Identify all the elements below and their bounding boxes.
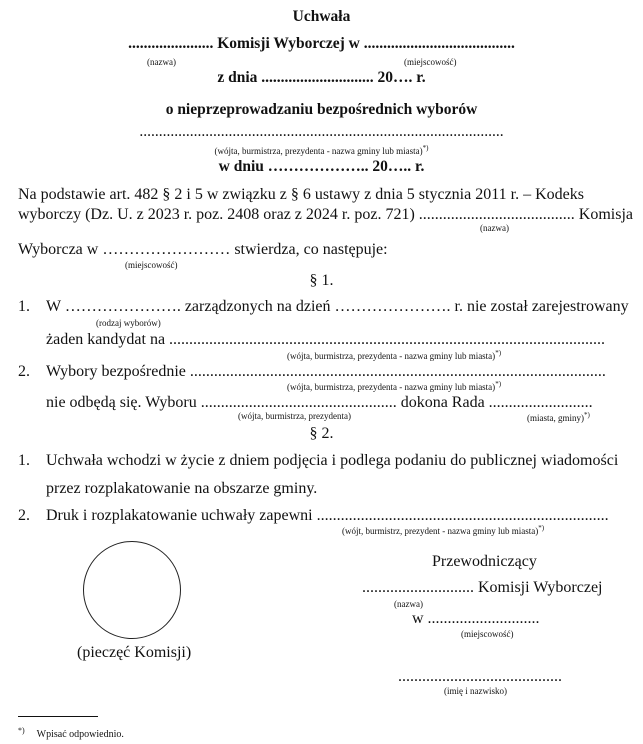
preamble-line-2: wyborczy (Dz. U. z 2023 r. poz. 2408 oraz z 2024 r. poz. 721) ....................................... Komisja: [18, 206, 633, 223]
document-title: Uchwała: [292, 8, 351, 25]
label-candidate-office: (wójta, burmistrza, prezydenta - nazwa gminy lub miasta)*): [287, 349, 502, 361]
label-chair-committee-name: (nazwa): [394, 599, 423, 609]
label-committee-place: (miejscowość): [404, 57, 457, 67]
election-day-line: w dniu ……………….. 20….. r.: [218, 158, 425, 175]
section-1-item-1-number: 1.: [18, 298, 30, 315]
label-poster-official: (wójt, burmistrz, prezydent - nazwa gminy lub miasta)*): [342, 524, 545, 536]
section-2-item-1-line-1: Uchwała wchodzi w życie z dniem podjęcia i podlega podaniu do publicznej wiadomości: [46, 452, 619, 469]
section-2-item-2-line-1: Druk i rozplakatowanie uchwały zapewni .........................................................................: [46, 507, 609, 524]
chair-name-line: .........................................: [398, 668, 562, 685]
section-2-item-1-number: 1.: [18, 452, 30, 469]
chair-committee-line: ............................ Komisji Wyborczej: [362, 579, 603, 596]
preamble-line-1: Na podstawie art. 482 § 2 i 5 w związku z § 6 ustawy z dnia 5 stycznia 2011 r. – Kodeks: [18, 186, 584, 203]
label-elected-office: (wójta, burmistrza, prezydenta): [238, 411, 351, 421]
section-2-item-2-number: 2.: [18, 507, 30, 524]
section-1-item-1-line-2: żaden kandydat na .............................................................................................................: [46, 331, 606, 348]
section-1-item-2-line-2: nie odbędą się. Wyboru ................................................. dokona Rada ..........................: [46, 394, 593, 411]
section-2-item-1-line-2: przez rozplakatowanie na obszarze gminy.: [46, 480, 318, 497]
label-official: (wójta, burmistrza, prezydenta - nazwa gminy lub miasta)*): [214, 144, 429, 156]
section-1-item-2-line-1: Wybory bezpośrednie ........................................................................................................: [46, 363, 606, 380]
label-preamble-place: (miejscowość): [125, 260, 178, 270]
label-chair-place: (miejscowość): [461, 629, 514, 639]
footnote: [18, 726, 124, 740]
chair-place-line: w ............................: [412, 610, 540, 627]
committee-line: ...................... Komisji Wyborczej w .......................................: [128, 35, 515, 52]
date-line: z dnia ............................. 20…. r.: [217, 69, 426, 86]
chairperson-title: Przewodniczący: [432, 553, 537, 570]
footnote-mark: *): [18, 726, 25, 735]
section-2-heading: § 2.: [309, 425, 334, 442]
footnote-separator: [18, 716, 98, 717]
label-preamble-name: (nazwa): [480, 223, 509, 233]
section-1-heading: § 1.: [309, 272, 334, 289]
section-1-item-2-number: 2.: [18, 363, 30, 380]
label-council-unit: (miasta, gminy)*): [527, 411, 590, 423]
label-direct-election-office: (wójta, burmistrza, prezydenta - nazwa gminy lub miasta)*): [287, 380, 502, 392]
section-1-item-1-line-1: W …………………. zarządzonych na dzień …………………. r. nie został zarejestrowany: [46, 298, 629, 315]
preamble-line-3: Wyborcza w …………………… stwierdza, co następuje:: [18, 241, 388, 258]
stamp-caption: (pieczęć Komisji): [77, 644, 192, 661]
label-chair-name: (imię i nazwisko): [444, 686, 507, 696]
label-election-type: (rodzaj wyborów): [96, 318, 161, 328]
footnote-text: Wpisać odpowiednio.: [36, 729, 124, 741]
label-committee-name: (nazwa): [147, 57, 176, 67]
stamp-circle: [83, 541, 181, 639]
resolution-subject: o nieprzeprowadzaniu bezpośrednich wyborów: [165, 101, 478, 118]
official-dotted-line: ..............................................................................................: [139, 123, 504, 140]
